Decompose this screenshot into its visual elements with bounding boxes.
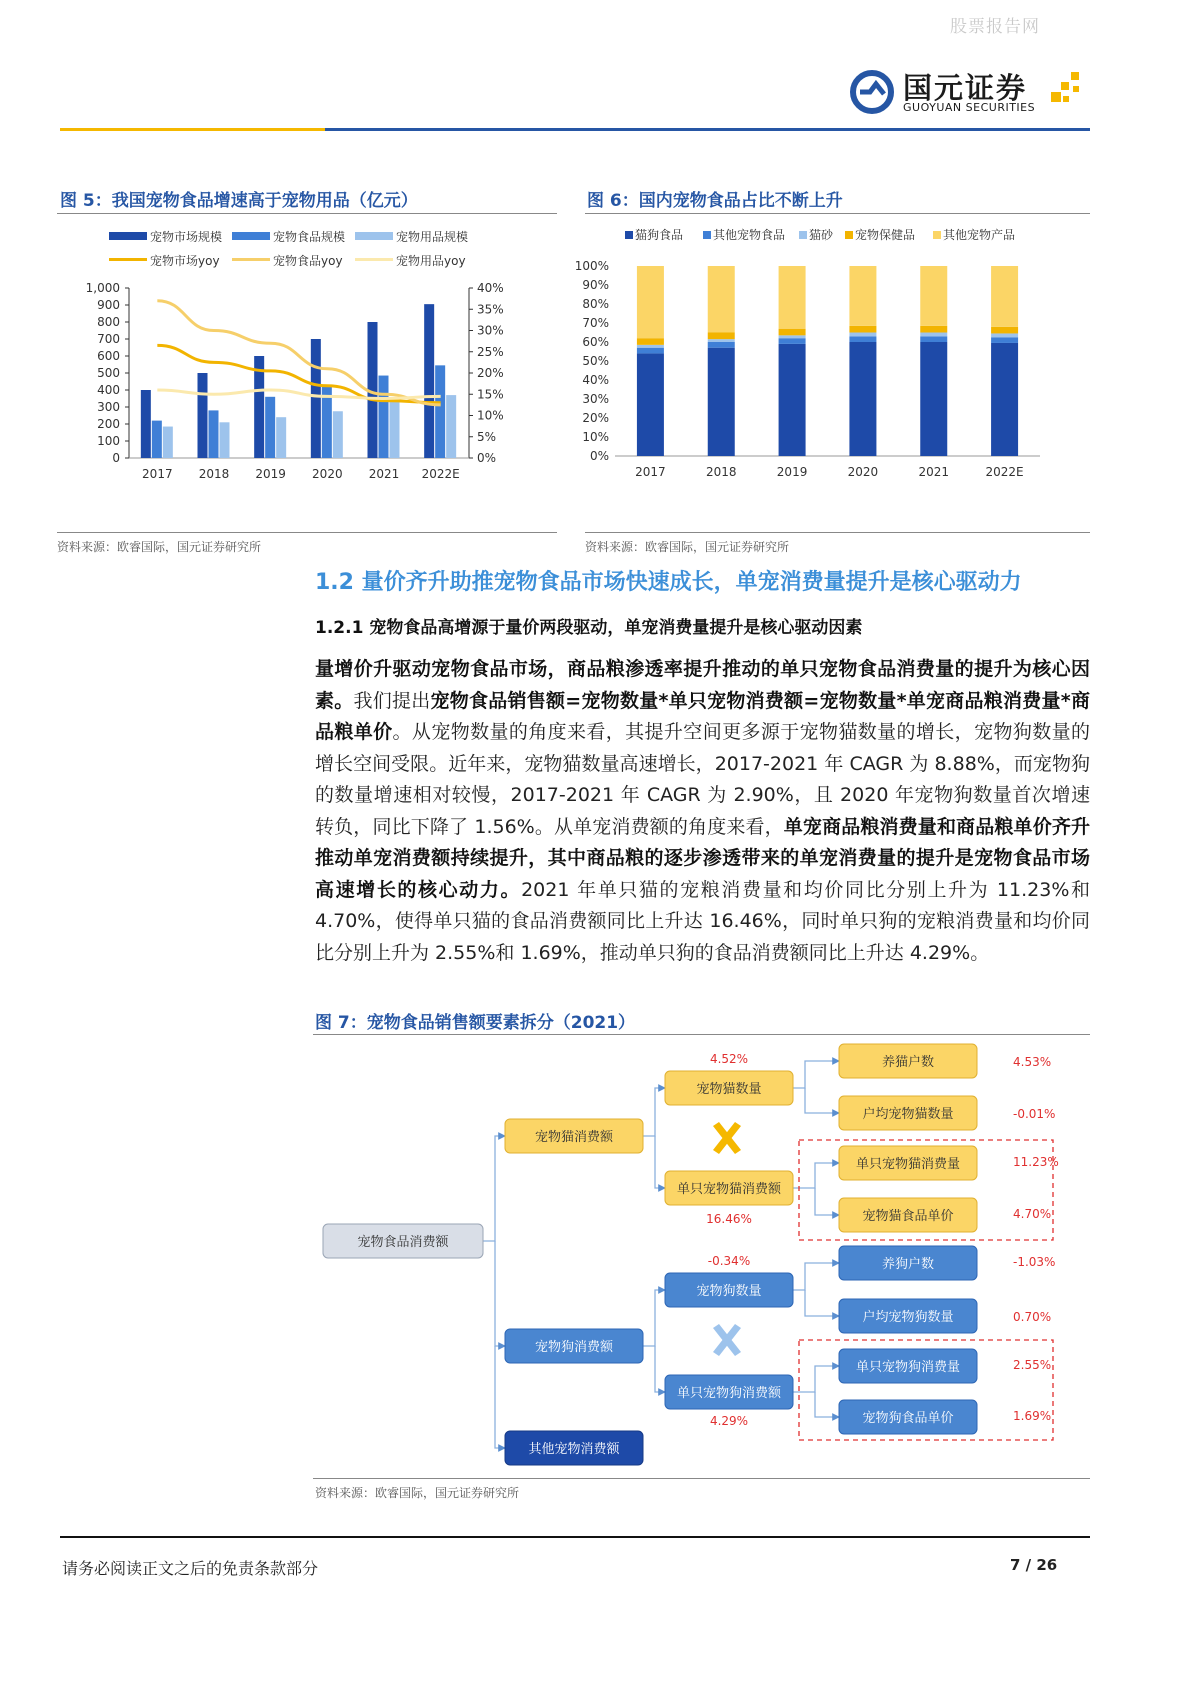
fig7-title-rule — [313, 1034, 1090, 1035]
bar — [311, 339, 321, 458]
legend-swatch — [232, 258, 270, 261]
root-label: 宠物食品消费额 — [357, 1235, 449, 1250]
cat-qty-node — [839, 1146, 977, 1180]
stacked-bar-segment — [637, 345, 664, 348]
y-tick-label: 20% — [582, 411, 609, 425]
x-tick-label: 2021 — [918, 465, 950, 479]
para-bold-mid: 单宠商品粮消费量和商品粮单价齐升推动单宠消费额持续提升，其中商品粮的逐步渗透带来的单宠消费量的提升是宠物食品市场高速增长的核心动力。 — [315, 815, 1090, 901]
fig6-bottom-rule — [585, 532, 1090, 533]
cat-node — [505, 1119, 643, 1153]
cat-count-node — [665, 1071, 793, 1105]
legend-label: 宠物市场yoy — [150, 254, 220, 268]
stacked-bar-segment — [920, 333, 947, 337]
bar — [198, 373, 208, 458]
legend-swatch — [109, 258, 147, 261]
multiply-icon-dog — [713, 1324, 741, 1356]
stacked-bar-segment — [708, 333, 735, 340]
dog-qty-pct: 2.55% — [1013, 1358, 1052, 1372]
legend-swatch — [232, 232, 270, 240]
y2-tick-label: 0% — [477, 451, 497, 465]
y-tick-label: 60% — [582, 335, 609, 349]
y-tick-label: 70% — [582, 316, 609, 330]
para-text: 我们提出 — [353, 689, 431, 712]
brand-squares-icon — [1045, 70, 1087, 112]
stacked-bar-segment — [849, 333, 876, 337]
multiply-icon-cat — [713, 1122, 741, 1154]
x-tick-label: 2018 — [705, 465, 737, 479]
stacked-bar-segment — [920, 266, 947, 326]
legend-label: 宠物用品规模 — [396, 230, 469, 244]
other-label: 其他宠物消费额 — [528, 1442, 620, 1457]
body-paragraph — [315, 654, 1090, 969]
stacked-bar-segment — [920, 336, 947, 342]
x-tick-label: 2020 — [312, 467, 343, 481]
x-tick-label: 2021 — [368, 467, 400, 481]
fig5-title-rule — [57, 213, 557, 214]
dog-avg-pct: 0.70% — [1013, 1310, 1052, 1324]
y-tick-label: 0 — [112, 451, 120, 465]
watermark: 股票报告网 — [950, 17, 1040, 37]
bar — [152, 421, 162, 458]
legend-label: 其他宠物食品 — [713, 228, 786, 242]
dog-households-label: 养狗户数 — [881, 1257, 935, 1272]
bar — [446, 395, 456, 458]
stacked-bar-segment — [708, 348, 735, 456]
y-tick-label: 700 — [97, 332, 120, 346]
legend-label: 宠物食品规模 — [273, 230, 346, 244]
dog-households-node — [839, 1246, 977, 1280]
x-tick-label: 2019 — [255, 467, 286, 481]
cat-count-label: 宠物猫数量 — [696, 1082, 762, 1097]
y-tick-label: 200 — [97, 417, 120, 431]
stacked-bar-segment — [779, 329, 806, 336]
y-tick-label: 10% — [582, 430, 609, 444]
x-tick-label: 2022E — [421, 467, 460, 481]
bar — [379, 376, 389, 458]
stacked-bar-segment — [991, 333, 1018, 337]
bar — [276, 417, 286, 458]
x-tick-label: 2020 — [847, 465, 879, 479]
y-tick-label: 90% — [582, 278, 609, 292]
y2-tick-label: 30% — [477, 323, 504, 338]
legend-swatch — [355, 258, 393, 261]
footer-rule — [60, 1536, 1090, 1538]
cat-price-pct: 4.70% — [1013, 1207, 1052, 1221]
x-tick-label: 2017 — [142, 467, 173, 481]
bar — [333, 411, 343, 458]
bar — [265, 397, 275, 458]
stacked-bar-segment — [849, 342, 876, 456]
cat-single-node — [665, 1171, 793, 1205]
para-formula: 宠物食品销售额=宠物数量*单只宠物消费额=宠物数量*单宠商品粮消费量*商品粮单价 — [315, 689, 1090, 743]
fig6-source: 资料来源：欧睿国际，国元证券研究所 — [585, 540, 790, 554]
stacked-bar-segment — [991, 343, 1018, 456]
dog-count-node — [665, 1273, 793, 1307]
dog-single-pct: 4.29% — [709, 1414, 749, 1428]
fig7-bottom-rule — [313, 1478, 1090, 1479]
legend-swatch — [355, 232, 393, 240]
dog-single-node — [665, 1375, 793, 1409]
dog-qty-label: 单只宠物狗消费量 — [855, 1360, 961, 1375]
legend-swatch — [845, 231, 853, 239]
dog-households-pct: -1.03% — [1013, 1255, 1056, 1269]
stacked-bar-segment — [920, 326, 947, 333]
header-rule-blue — [325, 128, 1090, 131]
bar — [390, 402, 400, 458]
y-tick-label: 600 — [97, 349, 120, 363]
brand-name-en: GUOYUAN SECURITIES — [903, 101, 1036, 114]
cat-price-node — [839, 1198, 977, 1232]
x-tick-label: 2018 — [198, 467, 230, 481]
dog-count-pct: -0.34% — [707, 1254, 751, 1268]
y2-tick-label: 40% — [477, 281, 504, 295]
fig7-source: 资料来源：欧睿国际，国元证券研究所 — [315, 1486, 520, 1500]
stacked-bar-segment — [779, 344, 806, 456]
fig6-title: 图 6：国内宠物食品占比不断上升 — [587, 191, 843, 211]
y-tick-label: 300 — [97, 400, 120, 414]
legend-label: 宠物市场规模 — [150, 230, 223, 244]
logo-icon — [850, 68, 910, 118]
fig6-title-rule — [585, 213, 1090, 214]
subsection-heading: 1.2.1 宠物食品高增源于量价两段驱动，单宠消费量提升是核心驱动因素 — [315, 618, 863, 638]
y2-tick-label: 35% — [477, 302, 504, 317]
y-tick-label: 100% — [574, 259, 609, 273]
y2-tick-label: 10% — [477, 408, 504, 423]
para-text-mid: 。从宠物数量的角度来看，其提升空间更多源于宠物猫数量的增长，宠物狗数量的增长空间受限。近年来，宠物猫数量高速增长，2017-2021 年 CAGR 为 8.88%，而宠物狗的数量增速相对较慢，2017-2021 年 CAGR 为 2.90%，且 2020 年宠物狗数量首次增速转负，同比下降了 1.56%。从单宠消费额的角度来看， — [315, 721, 1090, 838]
section-heading: 1.2 量价齐升助推宠物食品市场快速成长，单宠消费量提升是核心驱动力 — [315, 570, 1022, 595]
bar — [424, 304, 434, 458]
dog-price-label: 宠物狗食品单价 — [862, 1411, 954, 1426]
stacked-bar-segment — [991, 327, 1018, 334]
dog-avg-label: 户均宠物狗数量 — [862, 1310, 954, 1325]
y-tick-label: 800 — [97, 315, 120, 329]
cat-label: 宠物猫消费额 — [534, 1130, 614, 1145]
y-tick-label: 40% — [582, 373, 609, 387]
brand-name: 国元证券 — [903, 71, 1028, 105]
cat-price-label: 宠物猫食品单价 — [862, 1209, 954, 1224]
fig5-source: 资料来源：欧睿国际，国元证券研究所 — [57, 540, 262, 554]
y-tick-label: 30% — [582, 392, 609, 406]
legend-swatch — [703, 231, 711, 239]
legend-label: 宠物用品yoy — [396, 254, 466, 268]
fig5-bottom-rule — [57, 532, 557, 533]
legend-swatch — [933, 231, 941, 239]
cat-avg-node — [839, 1096, 977, 1130]
cat-single-label: 单只宠物猫消费额 — [676, 1182, 782, 1197]
y-tick-label: 100 — [97, 434, 120, 448]
legend-swatch — [109, 232, 147, 240]
header-rule-gold — [60, 128, 325, 131]
dog-avg-node — [839, 1299, 977, 1333]
dog-node — [505, 1329, 643, 1363]
stacked-bar-segment — [708, 266, 735, 333]
cat-households-label: 养猫户数 — [881, 1055, 935, 1070]
stacked-bar-segment — [849, 336, 876, 342]
fig7-diagram — [313, 1036, 1090, 1476]
legend-swatch — [799, 231, 807, 239]
fig6-chart — [574, 228, 1090, 530]
legend-label: 猫砂 — [809, 228, 834, 242]
stacked-bar-segment — [991, 337, 1018, 343]
bar — [163, 427, 173, 458]
page-number: 7 / 26 — [1010, 1556, 1058, 1574]
dog-qty-node — [839, 1349, 977, 1383]
y2-tick-label: 20% — [477, 366, 504, 380]
fig5-title: 图 5：我国宠物食品增速高于宠物用品（亿元） — [60, 191, 418, 211]
dog-single-label: 单只宠物狗消费额 — [676, 1386, 782, 1401]
footer-disclaimer: 请务必阅读正文之后的免责条款部分 — [62, 1559, 319, 1578]
y2-tick-label: 15% — [477, 387, 504, 402]
cat-avg-pct: -0.01% — [1013, 1107, 1056, 1121]
legend-swatch — [625, 231, 633, 239]
stacked-bar-segment — [779, 335, 806, 338]
y-tick-label: 50% — [582, 354, 609, 368]
stacked-bar-segment — [920, 342, 947, 456]
y-tick-label: 400 — [97, 383, 120, 397]
stacked-bar-segment — [708, 342, 735, 348]
x-tick-label: 2022E — [985, 465, 1024, 479]
dog-price-pct: 1.69% — [1013, 1409, 1052, 1423]
y-tick-label: 500 — [97, 366, 120, 380]
dog-price-node — [839, 1400, 977, 1434]
para-text-end: 2021 年单只猫的宠粮消费量和均价同比分别上升为 11.23%和 4.70%，使得单只猫的食品消费额同比上升达 16.46%，同时单只狗的宠粮消费量和均价同比分别上升为 2.55%和 1.69%，推动单只狗的食品消费额同比上升达 4.29%。 — [315, 878, 1090, 964]
x-tick-label: 2017 — [635, 465, 666, 479]
dog-count-label: 宠物狗数量 — [696, 1284, 762, 1299]
cat-avg-label: 户均宠物猫数量 — [862, 1107, 954, 1122]
cat-households-pct: 4.53% — [1013, 1055, 1052, 1069]
stacked-bar-segment — [849, 266, 876, 326]
y-tick-label: 80% — [582, 297, 609, 311]
cat-households-node — [839, 1044, 977, 1078]
stacked-bar-segment — [779, 338, 806, 344]
stacked-bar-segment — [637, 353, 664, 456]
legend-label: 宠物食品yoy — [273, 254, 343, 268]
cat-single-pct: 16.46% — [706, 1212, 752, 1226]
stacked-bar-segment — [637, 348, 664, 354]
stacked-bar-segment — [708, 339, 735, 342]
dog-label: 宠物狗消费额 — [534, 1340, 614, 1355]
bar — [435, 365, 445, 458]
para-bold-lead: 量增价升驱动宠物食品市场，商品粮渗透率提升推动的单只宠物食品消费量的提升为核心因素。 — [315, 658, 1090, 712]
y2-tick-label: 25% — [477, 344, 504, 359]
stacked-bar-segment — [991, 266, 1018, 327]
x-tick-label: 2019 — [776, 465, 808, 479]
stacked-bar-segment — [637, 338, 664, 345]
cat-qty-label: 单只宠物猫消费量 — [855, 1157, 961, 1172]
bar — [141, 390, 151, 458]
legend-label: 猫狗食品 — [635, 228, 684, 242]
bar — [220, 422, 230, 458]
fig5-chart — [57, 230, 557, 530]
legend-label: 宠物保健品 — [855, 228, 916, 242]
y-tick-label: 0% — [589, 449, 609, 463]
bar — [209, 410, 219, 458]
y-tick-label: 1,000 — [85, 281, 120, 295]
stacked-bar-segment — [849, 326, 876, 333]
other-node — [505, 1431, 643, 1465]
root-node — [323, 1224, 483, 1258]
y-tick-label: 900 — [97, 298, 120, 312]
legend-label: 其他宠物产品 — [943, 228, 1016, 242]
cat-count-pct: 4.52% — [709, 1052, 749, 1066]
y2-tick-label: 5% — [477, 429, 497, 444]
fig7-title: 图 7：宠物食品销售额要素拆分（2021） — [315, 1013, 636, 1033]
stacked-bar-segment — [637, 266, 664, 338]
cat-qty-pct: 11.23% — [1013, 1155, 1059, 1169]
stacked-bar-segment — [779, 266, 806, 329]
